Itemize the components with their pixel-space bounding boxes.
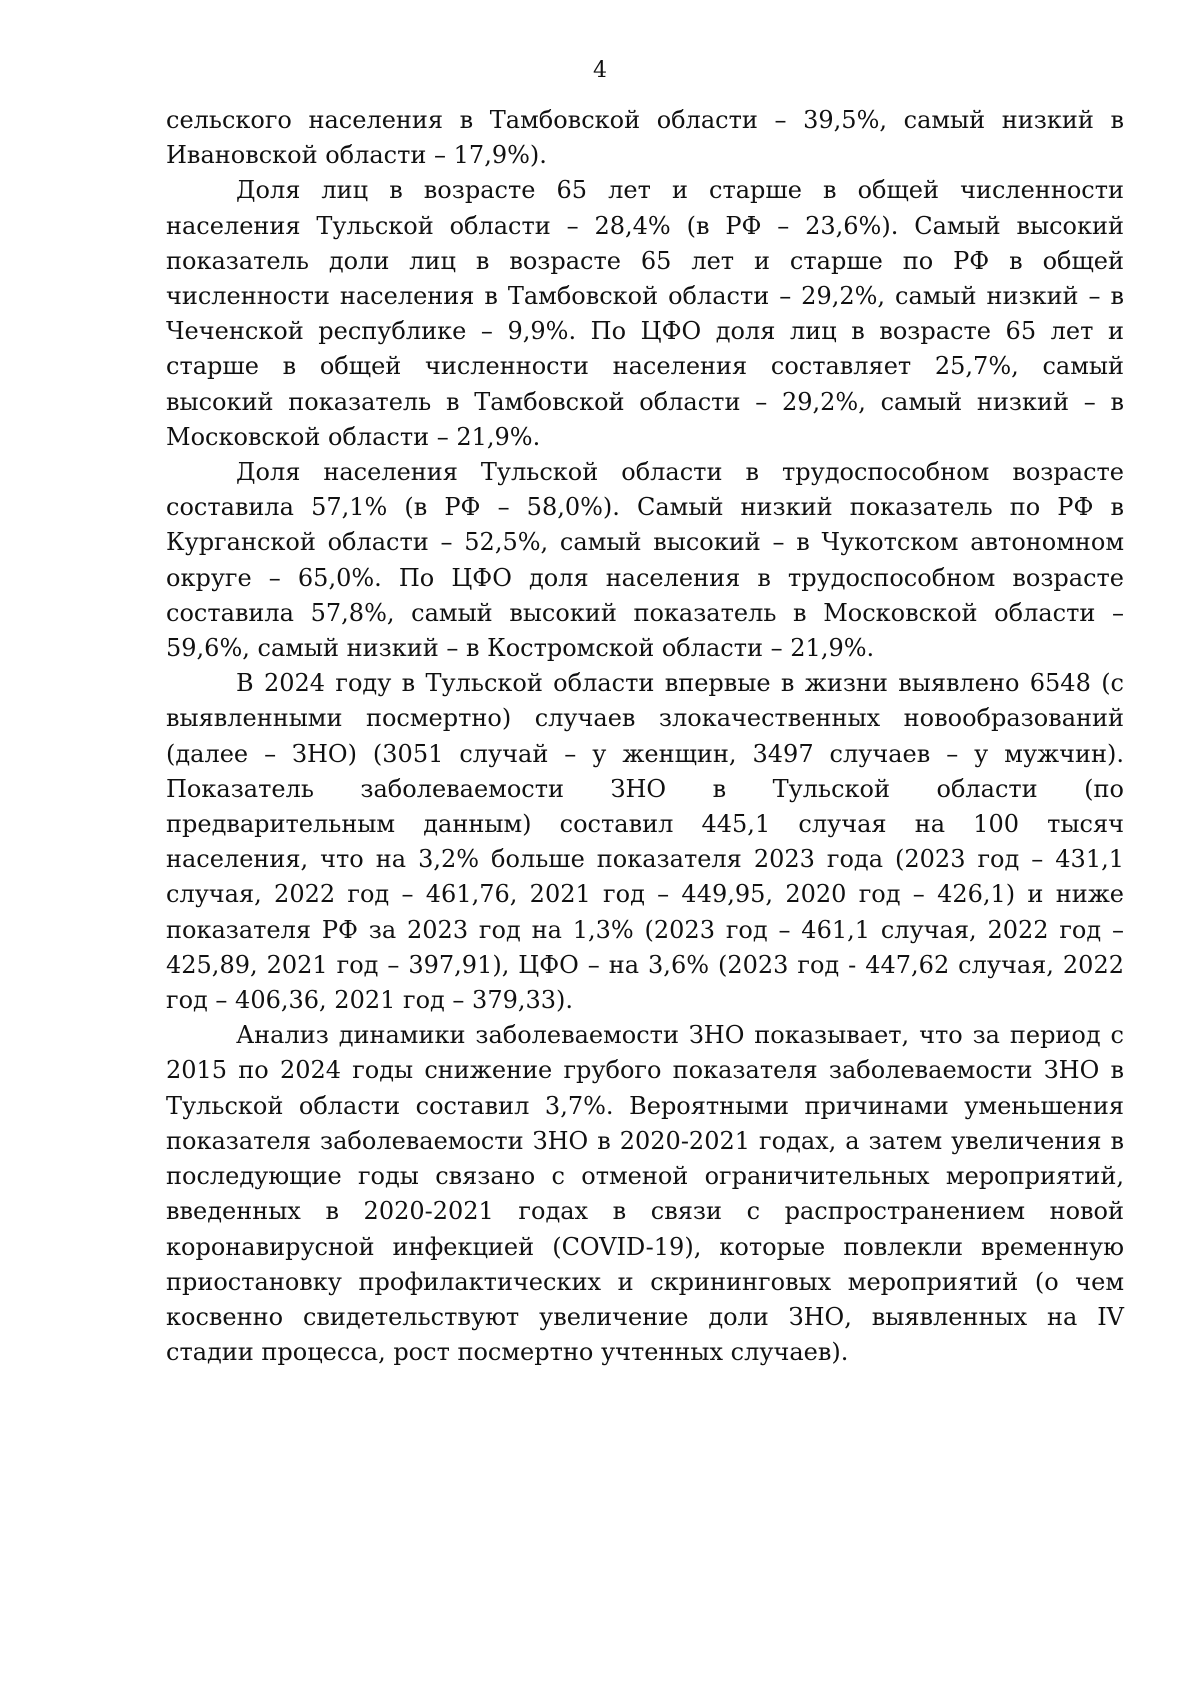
paragraph-incidence-dynamics: Анализ динамики заболеваемости ЗНО показывает, что за период с 2015 по 2024 годы снижение грубого показателя заболеваемости ЗНО в Тульской области составил 3,7%. Вероятными причинами уменьшения показателя заболеваемости ЗНО в 2020-2021 годах, а затем увеличения в последующие годы связано с отменой ограничительных мероприятий, введенных в 2020-2021 годах в связи с распространением новой коронавирусной инфекцией (COVID-19), которые повлекли временную приостановку профилактических и скрининговых мероприятий (о чем косвенно свидетельствуют увеличение доли ЗНО, выявленных на IV стадии процесса, рост посмертно учтенных случаев). bbox=[166, 1021, 1124, 1367]
paragraph-cancer-incidence-2024: В 2024 году в Тульской области впервые в жизни выявлено 6548 (с выявленными посмертно) случаев злокачественных новообразований (далее – ЗНО) (3051 случай – у женщин, 3497 случаев – у мужчин). Показатель заболеваемости ЗНО в Тульской области (по предварительным данным) составил 445,1 случая на 100 тысяч населения, что на 3,2% больше показателя 2023 года (2023 год – 431,1 случая, 2022 год – 461,76, 2021 год – 449,95, 2020 год – 426,1) и ниже показателя РФ за 2023 год на 1,3% (2023 год – 461,1 случая, 2022 год – 425,89, 2021 год – 397,91), ЦФО – на 3,6% (2023 год - 447,62 случая, 2022 год – 406,36, 2021 год – 379,33). bbox=[166, 669, 1124, 1015]
paragraph-population-65-plus: Доля лиц в возрасте 65 лет и старше в общей численности населения Тульской области – 28,4% (в РФ – 23,6%). Самый высокий показатель доли лиц в возрасте 65 лет и старше по РФ в общей численности населения в Тамбовской области – 29,2%, самый низкий – в Чеченской республике – 9,9%. По ЦФО доля лиц в возрасте 65 лет и старше в общей численности населения составляет 25,7%, самый высокий показатель в Тамбовской области – 29,2%, самый низкий – в Московской области – 21,9%. bbox=[166, 176, 1124, 451]
page-number: 4 bbox=[593, 58, 607, 83]
paragraph-working-age-population: Доля населения Тульской области в трудоспособном возрасте составила 57,1% (в РФ – 58,0%). Самый низкий показатель по РФ в Курганской области – 52,5%, самый высокий – в Чукотском автономном округе – 65,0%. По ЦФО доля населения в трудоспособном возрасте составила 57,8%, самый высокий показатель в Московской области – 59,6%, самый низкий – в Костромской области – 21,9%. bbox=[166, 458, 1124, 663]
paragraph-rural-population: сельского населения в Тамбовской области – 39,5%, самый низкий в Ивановской области – 17,9%). bbox=[166, 106, 1124, 170]
document-body bbox=[166, 103, 1124, 1370]
